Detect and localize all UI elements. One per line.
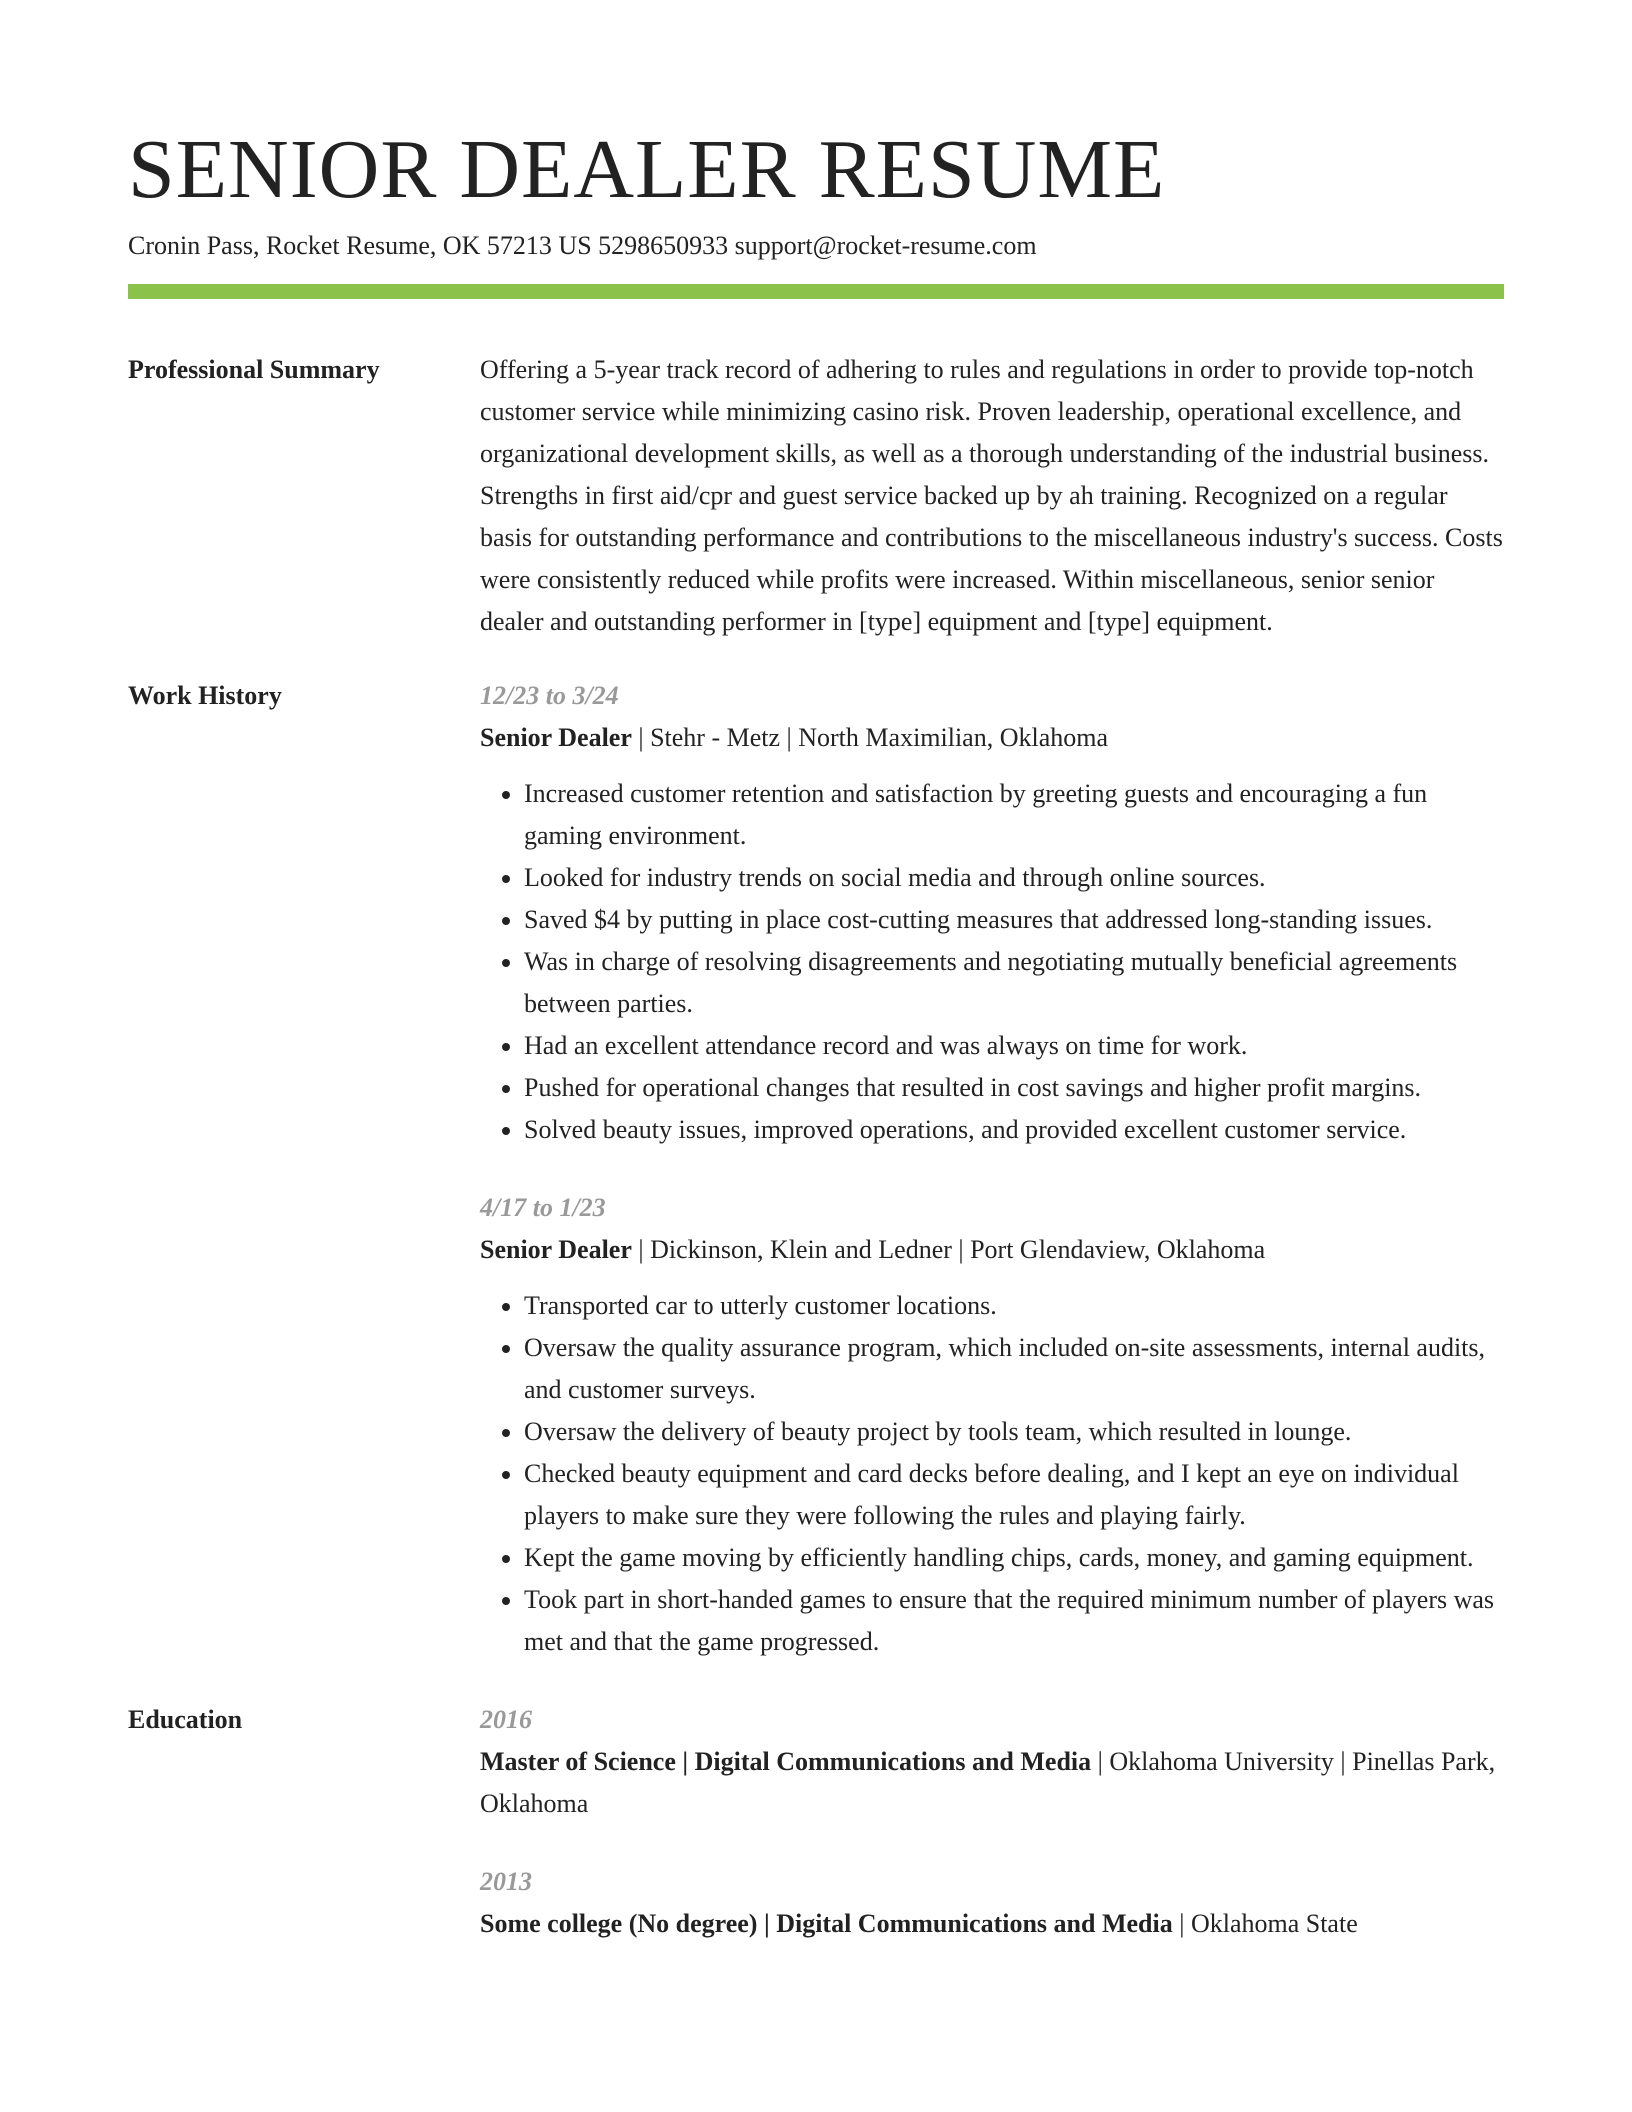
section-label-summary: Professional Summary bbox=[128, 355, 380, 384]
job-bullet: • Took part in short-handed games to ensure that the required minimum number of players was met and that the game progressed. bbox=[524, 1579, 1504, 1663]
job-bullet: • Saved $4 by putting in place cost-cutting measures that addressed long-standing issues. bbox=[524, 899, 1504, 941]
education-details: | Oklahoma State bbox=[1172, 1909, 1358, 1938]
job-bullet: • Oversaw the delivery of beauty project by tools team, which resulted in lounge. bbox=[524, 1411, 1504, 1453]
job-date: 4/17 to 1/23 bbox=[480, 1193, 606, 1222]
education-section bbox=[128, 1699, 1504, 1981]
job-title: Senior Dealer bbox=[480, 723, 632, 752]
education-heading bbox=[480, 1903, 1504, 1945]
education-date: 2016 bbox=[480, 1705, 532, 1734]
job-bullet: • Had an excellent attendance record and was always on time for work. bbox=[524, 1025, 1504, 1067]
education-entry bbox=[480, 1861, 1504, 1945]
work-history-body bbox=[480, 675, 1504, 1699]
work-history-section bbox=[128, 675, 1504, 1699]
job-bullet: • Checked beauty equipment and card decks before dealing, and I kept an eye on individual players to make sure they were following the rules and playing fairly. bbox=[524, 1453, 1504, 1537]
job-entry bbox=[480, 675, 1504, 1151]
job-heading bbox=[480, 717, 1504, 759]
job-bullet: • Increased customer retention and satisfaction by greeting guests and encouraging a fun gaming environment. bbox=[524, 773, 1504, 857]
job-bullet: • Pushed for operational changes that resulted in cost savings and higher profit margins. bbox=[524, 1067, 1504, 1109]
job-details: | Stehr - Metz | North Maximilian, Oklahoma bbox=[631, 723, 1109, 752]
summary-text: Offering a 5-year track record of adhering to rules and regulations in order to provide top-notch customer service while minimizing casino risk. Proven leadership, operational excellence, and organizational development skills, as well as a thorough understanding of the industrial business. Strengths in first aid/cpr and guest service backed up by ah training. Recognized on a regular basis for outstanding performance and contributions to the miscellaneous industry's success. Costs were consistently reduced while profits were increased. Within miscellaneous, senior senior dealer and outstanding performer in [type] equipment and [type] equipment. bbox=[480, 355, 1503, 636]
job-date: 12/23 to 3/24 bbox=[480, 681, 619, 710]
job-bullets bbox=[480, 773, 1504, 1151]
header-divider bbox=[128, 284, 1504, 299]
job-bullet: • Kept the game moving by efficiently handling chips, cards, money, and gaming equipment. bbox=[524, 1537, 1504, 1579]
contact-line: Cronin Pass, Rocket Resume, OK 57213 US 5298650933 support@rocket-resume.com bbox=[128, 231, 1037, 260]
job-details: | Dickinson, Klein and Ledner | Port Glendaview, Oklahoma bbox=[631, 1235, 1266, 1264]
resume-title: SENIOR DEALER RESUME bbox=[128, 123, 1166, 216]
job-bullet: • Oversaw the quality assurance program, which included on-site assessments, internal audits, and customer surveys. bbox=[524, 1327, 1504, 1411]
education-degree: Some college (No degree) | Digital Communications and Media bbox=[480, 1909, 1173, 1938]
professional-summary-section bbox=[128, 349, 1504, 675]
job-bullet: • Transported car to utterly customer locations. bbox=[524, 1285, 1504, 1327]
job-bullet: • Solved beauty issues, improved operations, and provided excellent customer service. bbox=[524, 1109, 1504, 1151]
education-details: | Oklahoma University | Pinellas Park, Oklahoma bbox=[480, 1747, 1496, 1818]
resume-page bbox=[128, 120, 1504, 1981]
education-heading bbox=[480, 1741, 1504, 1825]
job-entry bbox=[480, 1187, 1504, 1663]
education-body bbox=[480, 1699, 1504, 1981]
section-label-education: Education bbox=[128, 1705, 243, 1734]
job-bullet: • Was in charge of resolving disagreements and negotiating mutually beneficial agreements between parties. bbox=[524, 941, 1504, 1025]
section-label-work: Work History bbox=[128, 681, 282, 710]
job-bullet: • Looked for industry trends on social media and through online sources. bbox=[524, 857, 1504, 899]
education-date: 2013 bbox=[480, 1867, 532, 1896]
summary-body bbox=[480, 349, 1504, 675]
job-bullets bbox=[480, 1285, 1504, 1663]
education-entry bbox=[480, 1699, 1504, 1825]
education-degree: Master of Science | Digital Communications and Media bbox=[480, 1747, 1092, 1776]
job-title: Senior Dealer bbox=[480, 1235, 632, 1264]
job-heading bbox=[480, 1229, 1504, 1271]
